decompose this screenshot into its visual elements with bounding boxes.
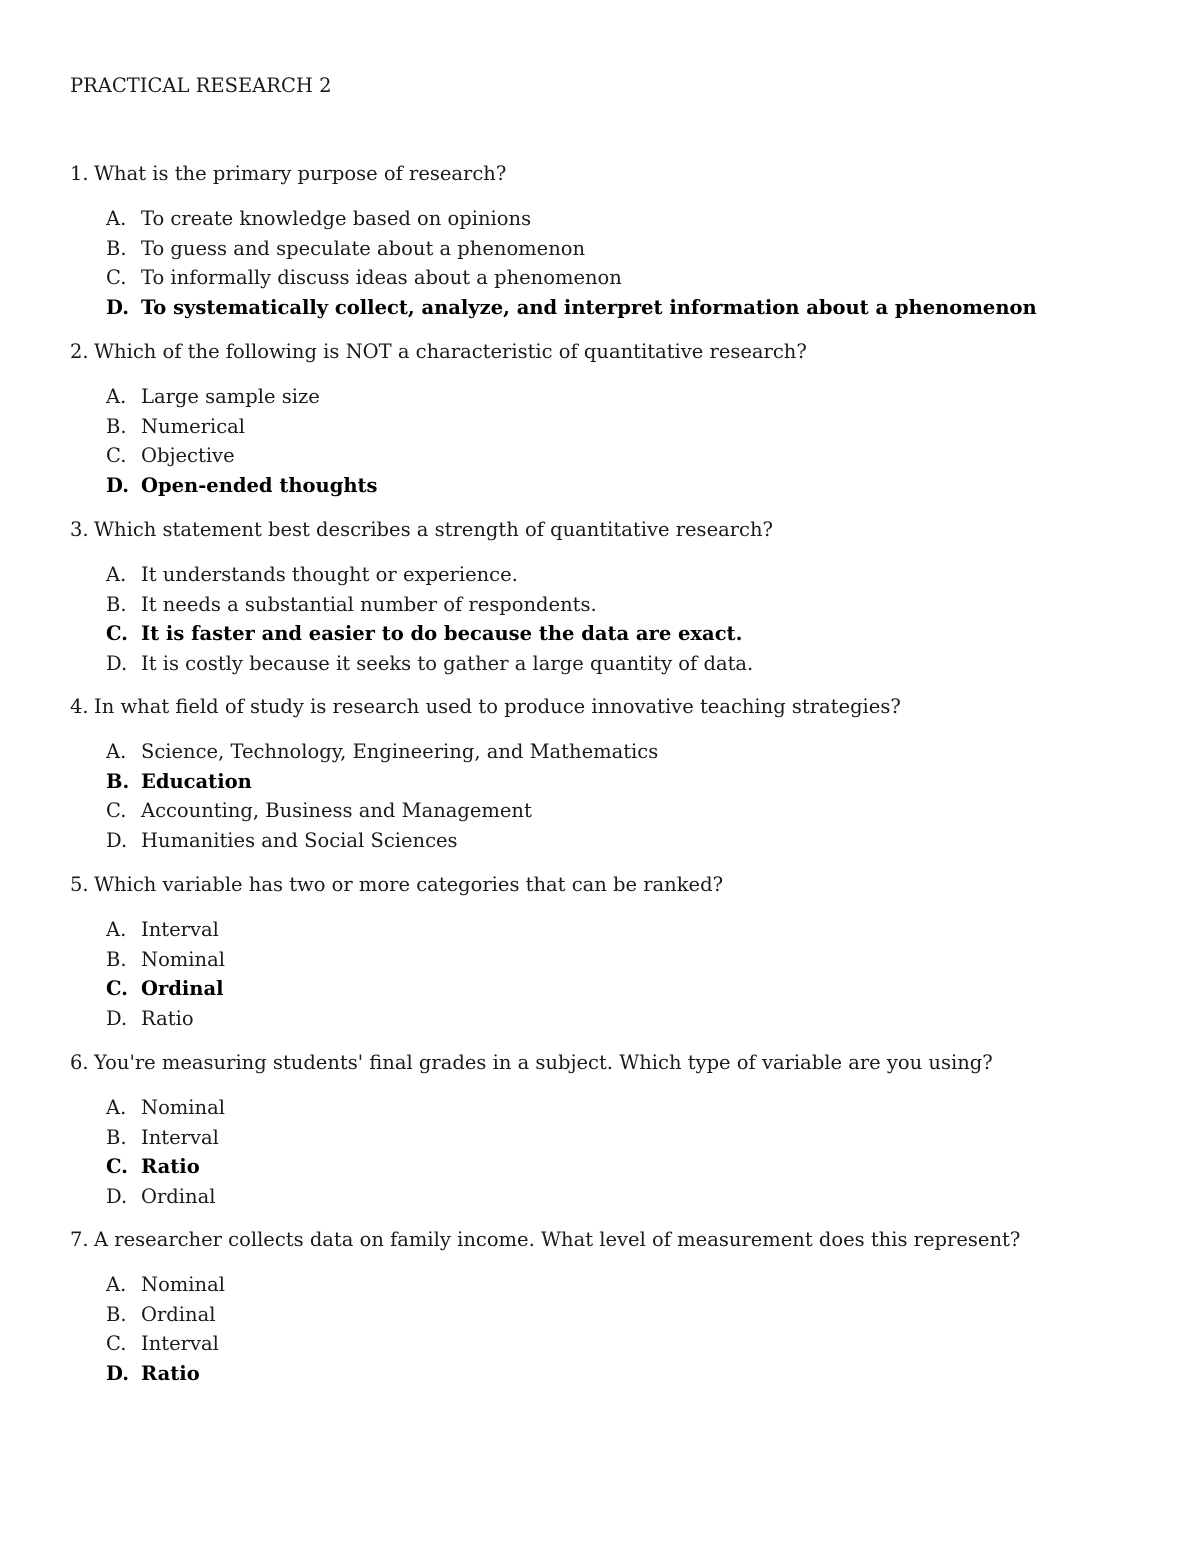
option-text: Ratio — [141, 1006, 194, 1030]
question-7 — [70, 1226, 1020, 1254]
option-text: Open-ended thoughts — [141, 473, 378, 497]
option-text: Nominal — [141, 1273, 225, 1296]
answer-option-b — [106, 591, 597, 619]
question-2 — [70, 338, 807, 366]
option-letter: C. — [106, 977, 128, 1000]
question-number: 4. — [70, 695, 89, 718]
option-letter: B. — [106, 947, 127, 971]
question-number: 3. — [70, 518, 89, 541]
question-6 — [70, 1049, 993, 1077]
answer-option-a — [106, 738, 658, 766]
answer-option-b — [106, 1301, 215, 1329]
option-text: Objective — [141, 444, 235, 467]
option-text: Ordinal — [141, 1184, 216, 1208]
option-letter: C. — [106, 1155, 128, 1178]
option-letter: D. — [106, 828, 128, 852]
option-letter: A. — [106, 563, 127, 586]
question-number: 2. — [70, 340, 89, 363]
option-letter: D. — [106, 1361, 130, 1385]
option-letter: C. — [106, 1332, 127, 1355]
option-text: Humanities and Social Sciences — [141, 828, 458, 852]
answer-option-c — [106, 1153, 200, 1181]
question-text: What is the primary purpose of research? — [94, 162, 507, 185]
option-text: It needs a substantial number of respondents. — [141, 592, 597, 616]
option-text: Nominal — [141, 947, 225, 971]
question-5 — [70, 871, 723, 899]
answer-option-c — [106, 442, 235, 470]
option-letter: C. — [106, 266, 127, 289]
question-text: You're measuring students' final grades in a subject. Which type of variable are you using? — [94, 1051, 993, 1074]
option-letter: D. — [106, 295, 130, 319]
answer-option-b — [106, 768, 252, 796]
option-text: To create knowledge based on opinions — [141, 207, 532, 230]
answer-option-c — [106, 264, 622, 292]
answer-option-d — [106, 1183, 215, 1211]
option-text: Interval — [141, 1332, 219, 1355]
question-text: A researcher collects data on family income. What level of measurement does this represent? — [94, 1228, 1021, 1251]
option-letter: A. — [106, 1273, 127, 1296]
option-letter: B. — [106, 236, 127, 260]
option-letter: B. — [106, 1302, 127, 1326]
option-text: To systematically collect, analyze, and interpret information about a phenomenon — [141, 295, 1037, 319]
answer-option-d — [106, 294, 1037, 322]
option-letter: A. — [106, 1096, 127, 1119]
answer-option-a — [106, 1094, 225, 1122]
answer-option-b — [106, 413, 245, 441]
option-text: It understands thought or experience. — [141, 563, 518, 586]
option-text: It is costly because it seeks to gather a large quantity of data. — [141, 651, 754, 675]
option-letter: B. — [106, 592, 127, 616]
option-letter: B. — [106, 1125, 127, 1149]
option-letter: C. — [106, 622, 128, 645]
question-4 — [70, 693, 901, 721]
option-letter: B. — [106, 769, 130, 793]
option-text: Accounting, Business and Management — [141, 799, 532, 822]
option-text: Nominal — [141, 1096, 225, 1119]
answer-option-c — [106, 1330, 219, 1358]
answer-option-c — [106, 797, 532, 825]
question-text: Which variable has two or more categories that can be ranked? — [94, 873, 724, 896]
question-text: In what field of study is research used to produce innovative teaching strategies? — [94, 695, 901, 718]
option-text: To informally discuss ideas about a phenomenon — [141, 266, 622, 289]
question-number: 1. — [70, 162, 89, 185]
question-1 — [70, 160, 506, 188]
document-title: PRACTICAL RESEARCH 2 — [70, 74, 332, 97]
option-text: Large sample size — [141, 385, 320, 408]
option-letter: D. — [106, 473, 130, 497]
option-letter: A. — [106, 207, 127, 230]
option-letter: A. — [106, 385, 127, 408]
option-text: Numerical — [141, 414, 245, 438]
option-text: Ratio — [141, 1155, 200, 1178]
answer-option-c — [106, 620, 742, 648]
option-text: It is faster and easier to do because the data are exact. — [141, 622, 743, 645]
option-text: To guess and speculate about a phenomenon — [141, 236, 586, 260]
answer-option-b — [106, 235, 585, 263]
option-text: Education — [141, 769, 252, 793]
option-letter: C. — [106, 444, 127, 467]
answer-option-a — [106, 916, 219, 944]
answer-option-d — [106, 827, 458, 855]
question-number: 5. — [70, 873, 89, 896]
option-text: Science, Technology, Engineering, and Mathematics — [141, 740, 659, 763]
question-text: Which of the following is NOT a characteristic of quantitative research? — [94, 340, 807, 363]
answer-option-b — [106, 1124, 219, 1152]
answer-option-d — [106, 1005, 194, 1033]
option-letter: D. — [106, 1006, 128, 1030]
answer-option-b — [106, 946, 225, 974]
option-text: Ratio — [141, 1361, 200, 1385]
option-text: Interval — [141, 1125, 219, 1149]
question-text: Which statement best describes a strength of quantitative research? — [94, 518, 773, 541]
question-number: 6. — [70, 1051, 89, 1074]
answer-option-d — [106, 472, 378, 500]
answer-option-a — [106, 383, 320, 411]
option-letter: B. — [106, 414, 127, 438]
answer-option-a — [106, 205, 531, 233]
question-3 — [70, 516, 773, 544]
question-number: 7. — [70, 1228, 89, 1251]
option-text: Ordinal — [141, 977, 224, 1000]
option-text: Interval — [141, 918, 219, 941]
option-letter: A. — [106, 918, 127, 941]
answer-option-d — [106, 1360, 200, 1388]
answer-option-a — [106, 1271, 225, 1299]
option-letter: C. — [106, 799, 127, 822]
option-letter: A. — [106, 740, 127, 763]
option-letter: D. — [106, 651, 128, 675]
option-letter: D. — [106, 1184, 128, 1208]
answer-option-d — [106, 650, 753, 678]
answer-option-a — [106, 561, 518, 589]
answer-option-c — [106, 975, 224, 1003]
option-text: Ordinal — [141, 1302, 216, 1326]
